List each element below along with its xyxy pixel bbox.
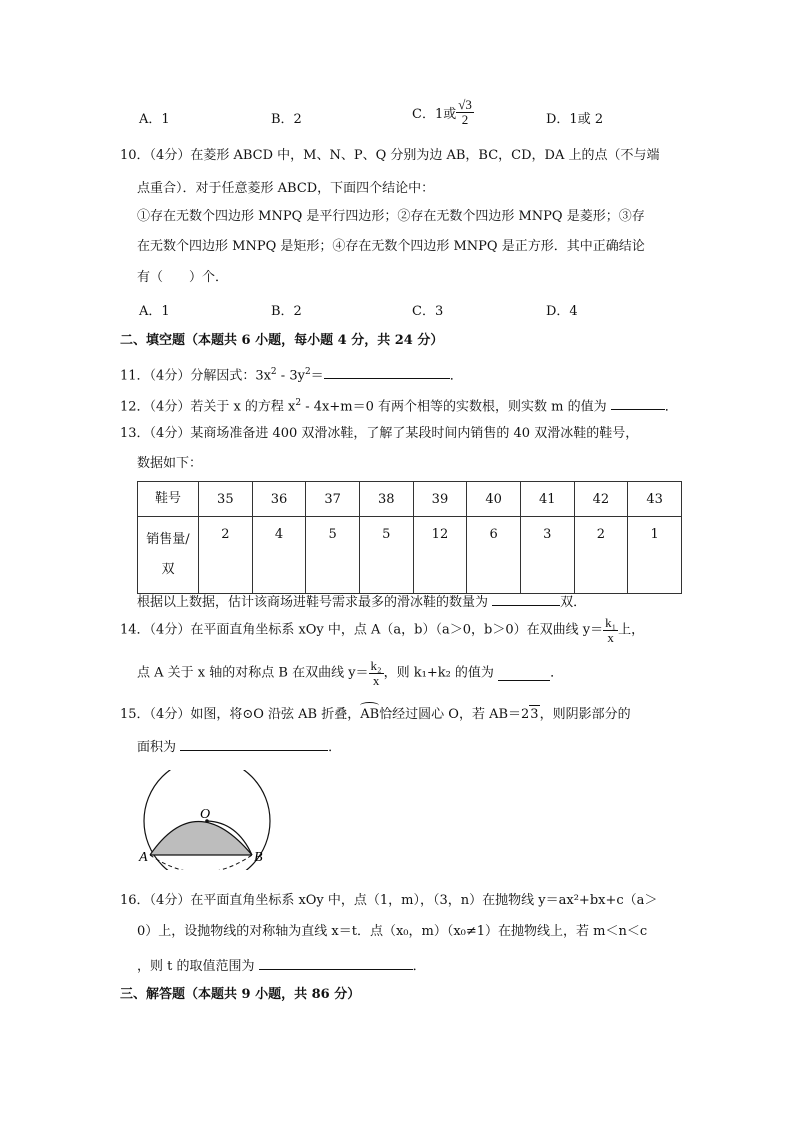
q15-circle-figure	[136, 770, 276, 870]
label-o: O	[200, 807, 211, 822]
sales-cell: 12	[413, 517, 467, 594]
q9-option-a: A．1	[139, 112, 170, 127]
q15-line-1	[120, 705, 631, 724]
q15-line-1-middle: 恰经过圆心 O，若 AB＝2	[379, 707, 530, 722]
sales-cell: 1	[628, 517, 682, 594]
q14-line-2-suffix: ，则 k₁+k₂ 的值为	[383, 665, 494, 681]
q14-k1-numerator: k₁	[605, 615, 617, 630]
q14-line-1	[120, 616, 644, 645]
q10-line-1: 10．（4分）在菱形 ABCD 中，M、N、P、Q 分别为边 AB，BC，CD，DA 上的点（不与端	[120, 148, 660, 163]
table-row-sales	[138, 517, 682, 594]
section-2-heading: 二、填空题（本题共 6 小题，每小题 4 分，共 24 分）	[120, 333, 444, 348]
q14-fraction-k2	[369, 659, 384, 688]
q15-area-label: 面积为	[137, 740, 177, 755]
sales-cell: 5	[306, 517, 360, 594]
q13-question: 根据以上数据，估计该商场进鞋号需求最多的滑冰鞋的数量为	[137, 595, 489, 610]
q12	[120, 394, 678, 416]
q16-line-2: 0）上，设抛物线的对称轴为直线 x＝t．点（x₀，m）（x₀≠1）在抛物线上，若 m＜n＜c	[137, 924, 648, 939]
q14-line-2-prefix: 点 A 关于 x 轴的对称点 B 在双曲线 y＝	[137, 665, 369, 681]
q12-exponent: 2	[295, 398, 302, 408]
q15-arc-ab: AB	[360, 707, 380, 722]
q13-line-3	[137, 591, 586, 612]
size-cell: 43	[628, 482, 682, 517]
q12-period: ．	[664, 399, 678, 415]
size-cell: 40	[467, 482, 521, 517]
size-cell: 36	[252, 482, 306, 517]
q9-option-c-prefix: C．1或	[412, 107, 457, 122]
q15-line-2	[137, 736, 341, 757]
q14-line-1-suffix: 上，	[618, 622, 645, 638]
q11	[120, 363, 463, 385]
label-b: B	[254, 850, 263, 865]
q11-exponent-2: 2	[304, 367, 311, 377]
q16-period: ．	[412, 959, 426, 974]
sales-header-line-2: 双	[161, 562, 175, 577]
q9-option-c-denominator: 2	[461, 112, 469, 127]
q11-answer-blank[interactable]	[324, 364, 450, 379]
sales-cell: 2	[199, 517, 253, 594]
q11-period: ．	[449, 368, 463, 384]
q14-k2-denominator: x	[372, 673, 380, 688]
q15-line-1-prefix: 15．（4分）如图，将⊙O 沿弦 AB 折叠，	[120, 707, 361, 722]
q15-sqrt-3: 3	[530, 707, 539, 722]
sales-header-line-1: 销售量/	[146, 532, 190, 547]
label-a: A	[139, 850, 148, 865]
shoe-size-table	[137, 481, 682, 594]
q11-exponent-1: 2	[270, 367, 277, 377]
q13-line-2: 数据如下：	[137, 456, 203, 471]
table-header-size: 鞋号	[138, 482, 199, 517]
q12-text: 12．（4分）若关于 x 的方程 x	[120, 399, 296, 415]
q9-option-c-numerator: √3	[458, 97, 472, 112]
q10-option-b: B．2	[271, 304, 302, 319]
sales-cell: 6	[467, 517, 521, 594]
section-3-heading: 三、解答题（本题共 9 小题，共 86 分）	[120, 987, 361, 1002]
table-header-sales	[138, 517, 199, 594]
size-cell: 37	[306, 482, 360, 517]
q15-line-1-suffix: ，则阴影部分的	[539, 707, 631, 722]
q9-option-c-fraction	[456, 98, 474, 127]
q9-option-d: D．1或 2	[546, 112, 604, 127]
q14-k1-denominator: x	[607, 630, 614, 645]
q11-prefix: 11．（4分）分解因式：3x	[120, 368, 271, 384]
q10-line-2: 点重合）．对于任意菱形 ABCD，下面四个结论中：	[137, 181, 435, 196]
q10-line-5: 有（ ）个．	[137, 270, 229, 285]
table-row-sizes	[138, 482, 682, 517]
size-cell: 39	[413, 482, 467, 517]
q15-answer-blank[interactable]	[180, 736, 328, 751]
size-cell: 38	[359, 482, 413, 517]
sales-cell: 3	[520, 517, 574, 594]
q11-equals: ＝	[310, 368, 324, 384]
q12-rest: - 4x+m＝0 有两个相等的实数根，则实数 m 的值为	[301, 399, 607, 415]
q16-range-label: ，则 t 的取值范围为	[137, 959, 255, 974]
q10-line-4: 在无数个四边形 MNPQ 是矩形；④存在无数个四边形 MNPQ 是正方形．其中正确结论	[137, 239, 645, 254]
q14-period: ．	[550, 665, 564, 681]
sales-cell: 4	[252, 517, 306, 594]
q14-fraction-k1	[603, 616, 618, 645]
q13-unit: 双．	[560, 595, 587, 610]
size-cell: 42	[574, 482, 628, 517]
q14-line-2	[137, 659, 563, 688]
q10-line-3: ①存在无数个四边形 MNPQ 是平行四边形；②存在无数个四边形 MNPQ 是菱形；③存	[137, 209, 645, 224]
q10-option-c: C．3	[412, 304, 444, 319]
q14-line-1-prefix: 14．（4分）在平面直角坐标系 xOy 中，点 A（a，b）（a＞0，b＞0）在双曲线 y＝	[120, 622, 604, 638]
q9-option-b: B．2	[271, 112, 302, 127]
q15-period: ．	[328, 740, 342, 755]
size-cell: 41	[520, 482, 574, 517]
q13-line-1: 13．（4分）某商场准备进 400 双滑冰鞋，了解了某段时间内销售的 40 双滑冰鞋的鞋号，	[120, 426, 639, 441]
q12-answer-blank[interactable]	[611, 395, 665, 410]
q10-option-d: D．4	[546, 304, 578, 319]
q9-option-c	[412, 98, 474, 127]
q14-answer-blank[interactable]	[498, 666, 550, 681]
q10-option-a: A．1	[139, 304, 170, 319]
q16-line-1: 16．（4分）在平面直角坐标系 xOy 中，点（1，m），（3，n）在抛物线 y＝ax²+bx+c（a＞	[120, 893, 658, 908]
q14-k2-numerator: k₂	[370, 658, 382, 673]
size-cell: 35	[199, 482, 253, 517]
q16-line-3	[137, 955, 426, 976]
q13-answer-blank[interactable]	[492, 591, 560, 606]
q16-answer-blank[interactable]	[259, 955, 413, 970]
q11-middle: - 3y	[276, 368, 305, 384]
sales-cell: 2	[574, 517, 628, 594]
sales-cell: 5	[359, 517, 413, 594]
